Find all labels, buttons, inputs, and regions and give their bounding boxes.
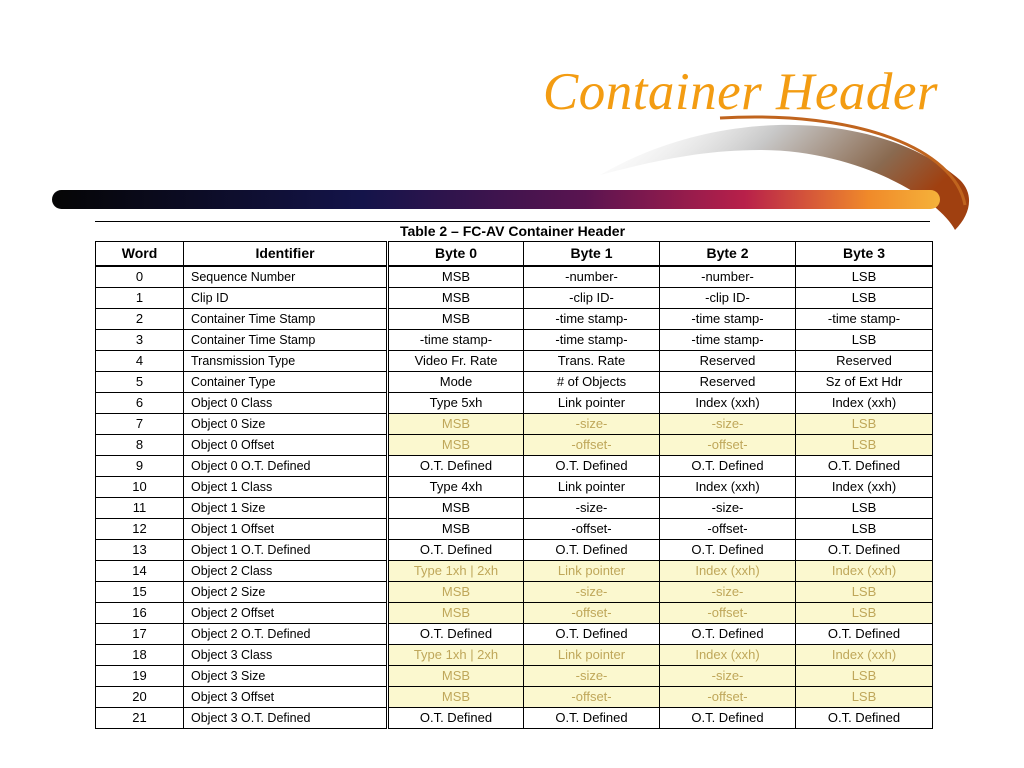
byte-2-cell: O.T. Defined — [660, 708, 796, 729]
word-cell: 15 — [96, 582, 184, 603]
byte-0-cell: Type 1xh | 2xh — [388, 561, 524, 582]
byte-1-cell: O.T. Defined — [524, 624, 660, 645]
byte-3-cell: Reserved — [796, 351, 933, 372]
byte-0-cell: MSB — [388, 603, 524, 624]
table-row — [96, 645, 933, 666]
word-cell: 7 — [96, 414, 184, 435]
byte-1-cell: -size- — [524, 498, 660, 519]
byte-2-cell: Index (xxh) — [660, 477, 796, 498]
byte-0-cell: MSB — [388, 309, 524, 330]
byte-0-cell: O.T. Defined — [388, 624, 524, 645]
column-header-identifier: Identifier — [184, 242, 388, 267]
byte-0-cell: MSB — [388, 498, 524, 519]
byte-0-cell: MSB — [388, 288, 524, 309]
word-cell: 10 — [96, 477, 184, 498]
byte-2-cell: -offset- — [660, 603, 796, 624]
table-row — [96, 687, 933, 708]
byte-3-cell: -time stamp- — [796, 309, 933, 330]
slide-title: Container Header — [542, 63, 938, 121]
byte-3-cell: LSB — [796, 435, 933, 456]
table-row — [96, 288, 933, 309]
byte-1-cell: Link pointer — [524, 393, 660, 414]
word-cell: 17 — [96, 624, 184, 645]
identifier-cell: Container Type — [184, 372, 388, 393]
byte-3-cell: LSB — [796, 266, 933, 288]
byte-0-cell: MSB — [388, 666, 524, 687]
byte-3-cell: Index (xxh) — [796, 645, 933, 666]
byte-3-cell: O.T. Defined — [796, 624, 933, 645]
column-header-byte-1: Byte 1 — [524, 242, 660, 267]
byte-1-cell: O.T. Defined — [524, 456, 660, 477]
byte-1-cell: O.T. Defined — [524, 708, 660, 729]
identifier-cell: Object 0 Class — [184, 393, 388, 414]
identifier-cell: Object 1 Offset — [184, 519, 388, 540]
byte-0-cell: Type 4xh — [388, 477, 524, 498]
byte-2-cell: O.T. Defined — [660, 540, 796, 561]
table-row — [96, 435, 933, 456]
byte-0-cell: Mode — [388, 372, 524, 393]
caption-rule — [95, 221, 930, 222]
table-row — [96, 456, 933, 477]
byte-3-cell: LSB — [796, 330, 933, 351]
table-row — [96, 582, 933, 603]
byte-2-cell: -clip ID- — [660, 288, 796, 309]
table-row — [96, 708, 933, 729]
byte-3-cell: O.T. Defined — [796, 456, 933, 477]
byte-1-cell: -size- — [524, 414, 660, 435]
table-row — [96, 414, 933, 435]
gradient-bar — [52, 190, 940, 209]
byte-0-cell: O.T. Defined — [388, 540, 524, 561]
identifier-cell: Object 3 Size — [184, 666, 388, 687]
column-header-word: Word — [96, 242, 184, 267]
table-row — [96, 624, 933, 645]
word-cell: 0 — [96, 266, 184, 288]
word-cell: 2 — [96, 309, 184, 330]
byte-2-cell: Index (xxh) — [660, 561, 796, 582]
byte-2-cell: -offset- — [660, 519, 796, 540]
byte-0-cell: Type 1xh | 2xh — [388, 645, 524, 666]
byte-1-cell: -size- — [524, 666, 660, 687]
table-row — [96, 330, 933, 351]
byte-2-cell: -time stamp- — [660, 330, 796, 351]
byte-2-cell: Index (xxh) — [660, 393, 796, 414]
word-cell: 13 — [96, 540, 184, 561]
table-row — [96, 351, 933, 372]
word-cell: 14 — [96, 561, 184, 582]
identifier-cell: Container Time Stamp — [184, 309, 388, 330]
table-row — [96, 477, 933, 498]
byte-0-cell: -time stamp- — [388, 330, 524, 351]
byte-2-cell: Index (xxh) — [660, 645, 796, 666]
byte-3-cell: O.T. Defined — [796, 540, 933, 561]
word-cell: 21 — [96, 708, 184, 729]
column-header-byte-3: Byte 3 — [796, 242, 933, 267]
identifier-cell: Object 1 Size — [184, 498, 388, 519]
byte-2-cell: -size- — [660, 582, 796, 603]
byte-2-cell: -offset- — [660, 687, 796, 708]
identifier-cell: Object 3 Class — [184, 645, 388, 666]
byte-3-cell: LSB — [796, 666, 933, 687]
table-caption: Table 2 – FC-AV Container Header — [399, 223, 626, 239]
byte-0-cell: Type 5xh — [388, 393, 524, 414]
word-cell: 9 — [96, 456, 184, 477]
byte-1-cell: -time stamp- — [524, 309, 660, 330]
byte-1-cell: Link pointer — [524, 645, 660, 666]
byte-1-cell: -size- — [524, 582, 660, 603]
byte-3-cell: O.T. Defined — [796, 708, 933, 729]
table-row — [96, 498, 933, 519]
word-cell: 19 — [96, 666, 184, 687]
byte-1-cell: -offset- — [524, 519, 660, 540]
table-row — [96, 309, 933, 330]
byte-2-cell: -size- — [660, 498, 796, 519]
identifier-cell: Object 0 O.T. Defined — [184, 456, 388, 477]
container-header-table — [95, 241, 933, 729]
byte-1-cell: -offset- — [524, 435, 660, 456]
word-cell: 6 — [96, 393, 184, 414]
byte-1-cell: # of Objects — [524, 372, 660, 393]
identifier-cell: Sequence Number — [184, 266, 388, 288]
byte-2-cell: -number- — [660, 266, 796, 288]
byte-0-cell: MSB — [388, 519, 524, 540]
byte-3-cell: LSB — [796, 414, 933, 435]
word-cell: 16 — [96, 603, 184, 624]
identifier-cell: Object 0 Size — [184, 414, 388, 435]
identifier-cell: Transmission Type — [184, 351, 388, 372]
word-cell: 20 — [96, 687, 184, 708]
word-cell: 11 — [96, 498, 184, 519]
identifier-cell: Object 3 Offset — [184, 687, 388, 708]
byte-0-cell: MSB — [388, 687, 524, 708]
byte-3-cell: LSB — [796, 519, 933, 540]
byte-1-cell: Link pointer — [524, 561, 660, 582]
word-cell: 1 — [96, 288, 184, 309]
table-body — [96, 266, 933, 729]
byte-2-cell: -size- — [660, 414, 796, 435]
byte-1-cell: -offset- — [524, 603, 660, 624]
word-cell: 18 — [96, 645, 184, 666]
byte-1-cell: Trans. Rate — [524, 351, 660, 372]
byte-2-cell: Reserved — [660, 372, 796, 393]
byte-2-cell: O.T. Defined — [660, 624, 796, 645]
byte-0-cell: O.T. Defined — [388, 456, 524, 477]
byte-0-cell: MSB — [388, 582, 524, 603]
identifier-cell: Object 2 O.T. Defined — [184, 624, 388, 645]
identifier-cell: Container Time Stamp — [184, 330, 388, 351]
byte-2-cell: -size- — [660, 666, 796, 687]
byte-2-cell: -offset- — [660, 435, 796, 456]
byte-2-cell: -time stamp- — [660, 309, 796, 330]
word-cell: 5 — [96, 372, 184, 393]
identifier-cell: Object 2 Offset — [184, 603, 388, 624]
identifier-cell: Object 1 Class — [184, 477, 388, 498]
table-row — [96, 540, 933, 561]
byte-0-cell: MSB — [388, 414, 524, 435]
byte-0-cell: MSB — [388, 266, 524, 288]
byte-3-cell: Index (xxh) — [796, 477, 933, 498]
table-row — [96, 266, 933, 288]
identifier-cell: Object 2 Class — [184, 561, 388, 582]
identifier-cell: Object 1 O.T. Defined — [184, 540, 388, 561]
table-row — [96, 666, 933, 687]
identifier-cell: Object 2 Size — [184, 582, 388, 603]
table-row — [96, 603, 933, 624]
table-row — [96, 561, 933, 582]
byte-0-cell: MSB — [388, 435, 524, 456]
byte-2-cell: O.T. Defined — [660, 456, 796, 477]
word-cell: 12 — [96, 519, 184, 540]
byte-2-cell: Reserved — [660, 351, 796, 372]
byte-0-cell: Video Fr. Rate — [388, 351, 524, 372]
table-row — [96, 372, 933, 393]
column-header-byte-2: Byte 2 — [660, 242, 796, 267]
byte-0-cell: O.T. Defined — [388, 708, 524, 729]
byte-3-cell: Sz of Ext Hdr — [796, 372, 933, 393]
word-cell: 8 — [96, 435, 184, 456]
byte-1-cell: -number- — [524, 266, 660, 288]
byte-3-cell: Index (xxh) — [796, 561, 933, 582]
byte-3-cell: LSB — [796, 603, 933, 624]
table-row — [96, 519, 933, 540]
byte-1-cell: -time stamp- — [524, 330, 660, 351]
byte-3-cell: Index (xxh) — [796, 393, 933, 414]
byte-1-cell: -clip ID- — [524, 288, 660, 309]
word-cell: 3 — [96, 330, 184, 351]
identifier-cell: Object 0 Offset — [184, 435, 388, 456]
byte-1-cell: O.T. Defined — [524, 540, 660, 561]
byte-1-cell: -offset- — [524, 687, 660, 708]
column-header-byte-0: Byte 0 — [388, 242, 524, 267]
word-cell: 4 — [96, 351, 184, 372]
swoosh-arc — [600, 125, 969, 230]
byte-3-cell: LSB — [796, 288, 933, 309]
table-header-row — [96, 242, 933, 267]
byte-1-cell: Link pointer — [524, 477, 660, 498]
byte-3-cell: LSB — [796, 498, 933, 519]
byte-3-cell: LSB — [796, 582, 933, 603]
table-row — [96, 393, 933, 414]
identifier-cell: Object 3 O.T. Defined — [184, 708, 388, 729]
identifier-cell: Clip ID — [184, 288, 388, 309]
byte-3-cell: LSB — [796, 687, 933, 708]
